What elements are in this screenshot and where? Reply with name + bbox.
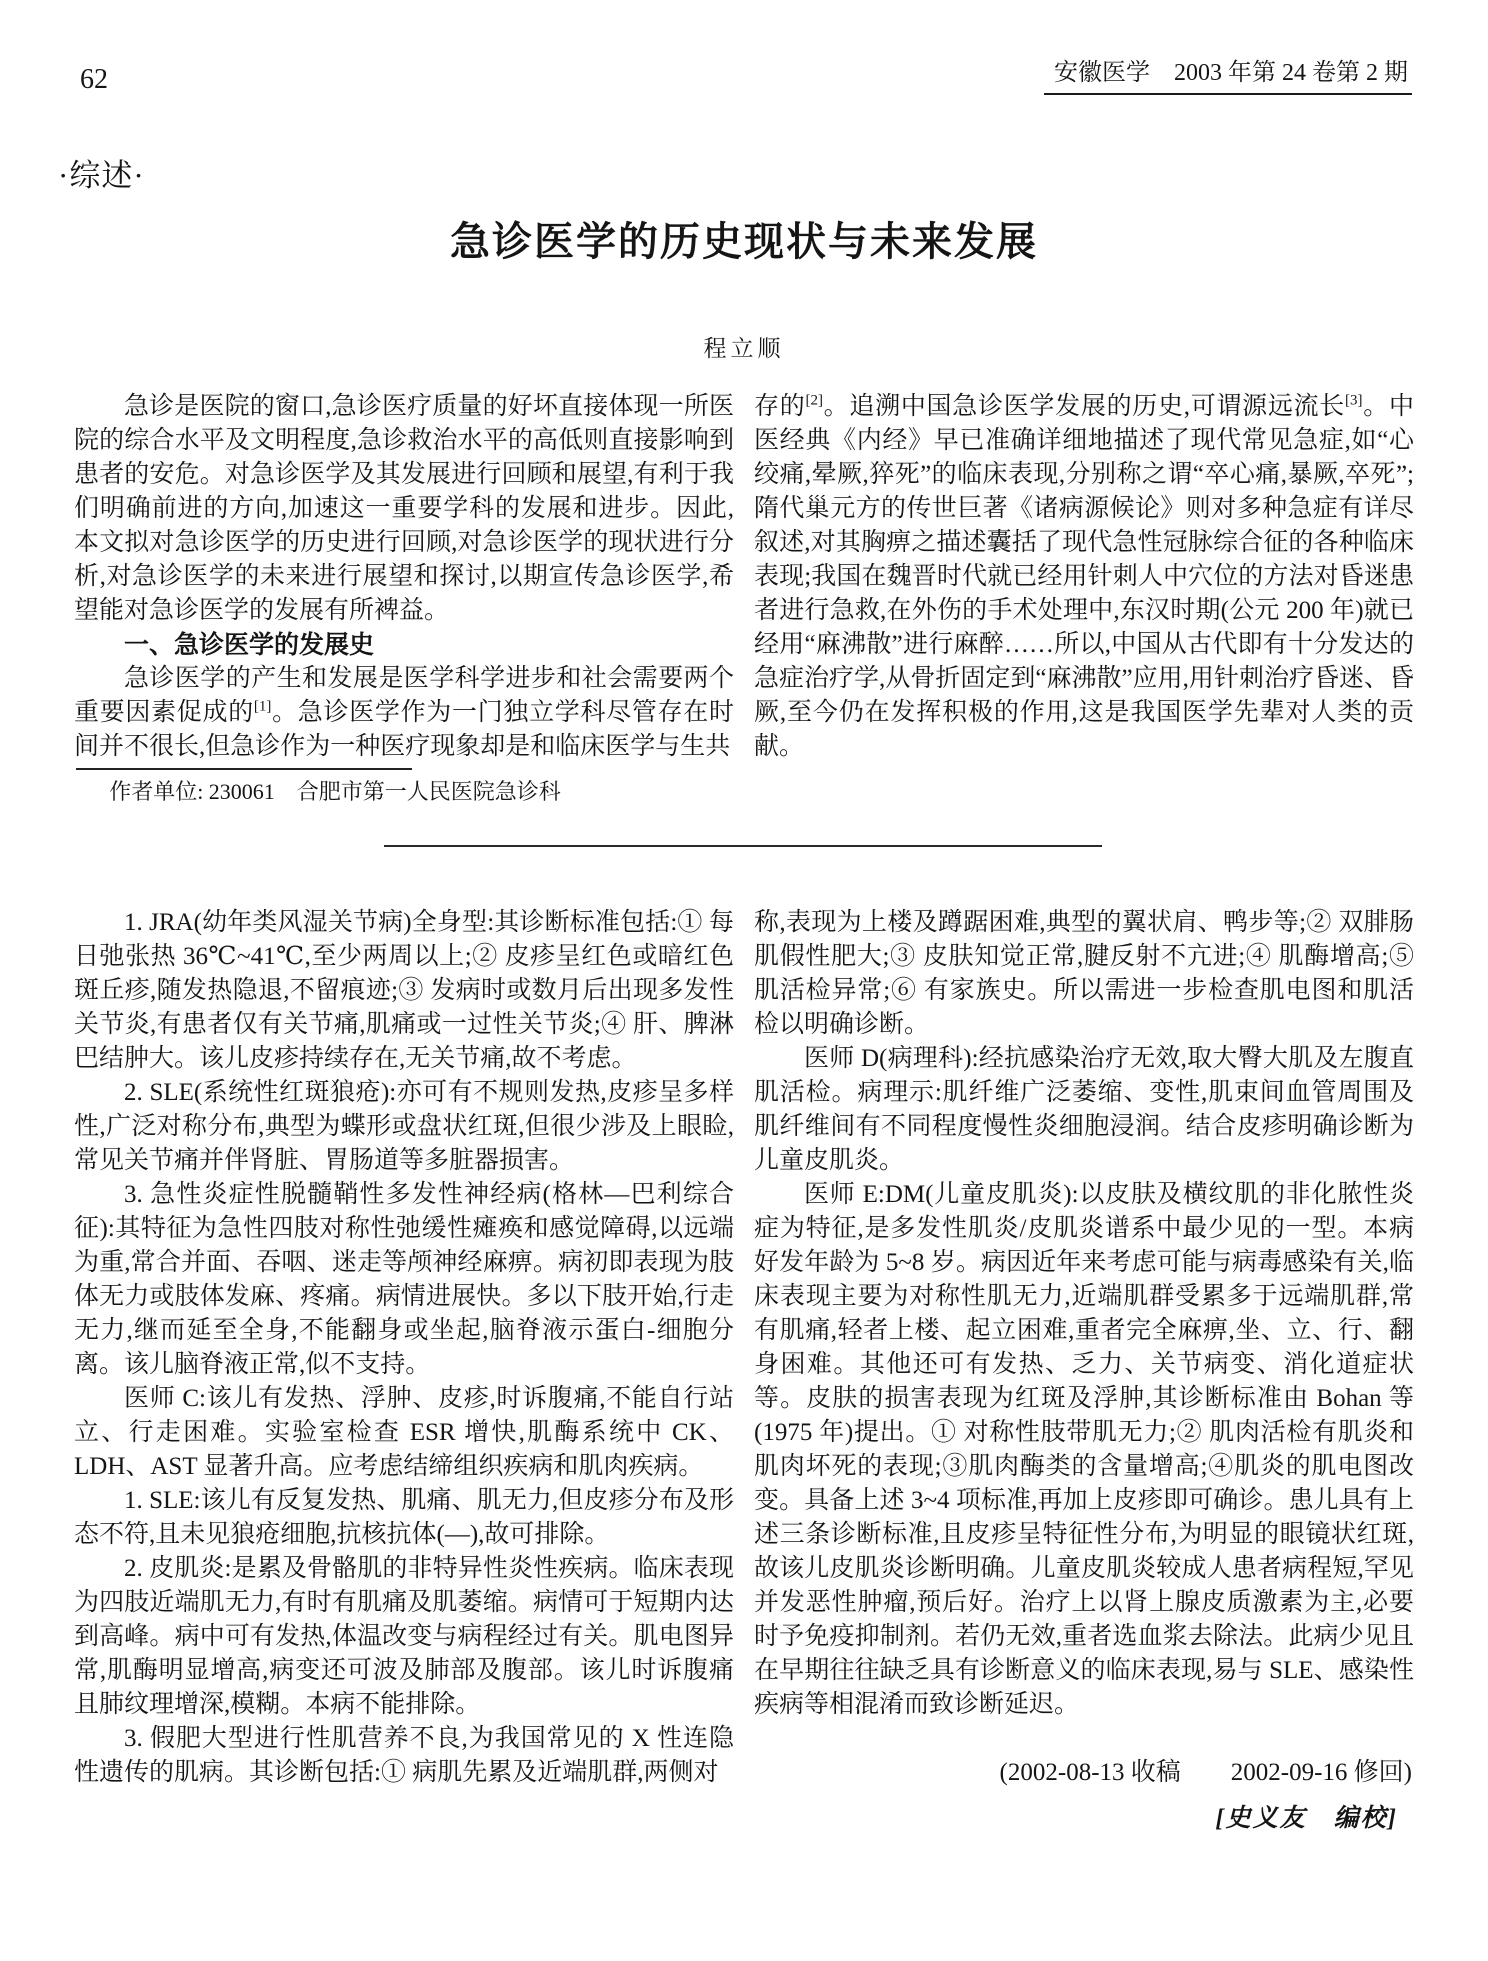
physician-d-comment: 医师 D(病理科):经抗感染治疗无效,取大臀大肌及左腹直肌活检。病理示:肌纤维广泛萎缩、变性,肌束间血管周围及肌纤维间有不同程度慢性炎细胞浸润。结合皮疹明确诊断为儿童皮肌炎。	[754, 1045, 1414, 1174]
editor-credit: [史义友 编校]	[1215, 1805, 1398, 1832]
article2-columns	[74, 906, 1414, 1836]
differential-item-muscular-dystrophy-continued: 称,表现为上楼及蹲踞困难,典型的翼状肩、鸭步等;② 双腓肠肌假性肥大;③ 皮肤知觉正常,腱反射不亢进;④ 肌酶增高;⑤ 肌活检异常;⑥ 有家族史。所以需进一步检查肌电图和肌活检以明确诊断。	[754, 909, 1414, 1038]
received-revised-dates: (2002-08-13 收稿 2002-09-16 修回)	[999, 1759, 1412, 1786]
article-divider-rule	[384, 845, 1102, 847]
article2-right-column	[754, 906, 1414, 1836]
journal-header: 安徽医学 2003 年第 24 卷第 2 期	[1044, 58, 1412, 95]
author-name: 程立顺	[703, 336, 785, 361]
article2-left-column	[74, 906, 734, 1836]
article1-paragraph-history-continued	[754, 390, 1414, 764]
article1-paragraph-intro: 急诊是医院的窗口,急诊医疗质量的好坏直接体现一所医院的综合水平及文明程度,急诊救治水平的高低则直接影响到患者的安危。对急诊医学及其发展进行回顾和展望,有利于我们明确前进的方向,加速这一重要学科的发展和进步。因此,本文拟对急诊医学的历史进行回顾,对急诊医学的现状进行分析,对急诊医学的未来进行展望和探讨,以期宣传急诊医学,希望能对急诊医学的发展有所裨益。	[74, 393, 734, 624]
article1-right-column	[754, 390, 1414, 764]
author-affiliation: 作者单位: 230061 合肥市第一人民医院急诊科	[109, 779, 561, 804]
diagnosis-item-sle: 2. SLE(系统性红斑狼疮):亦可有不规则发热,皮疹呈多样性,广泛对称分布,典型为蝶形或盘状红斑,但很少涉及上眼睑,常见关节痛并伴肾脏、胃肠道等多脏器损害。	[74, 1079, 734, 1174]
differential-item-dermatomyositis: 2. 皮肌炎:是累及骨骼肌的非特异性炎性疾病。临床表现为四肢近端肌无力,有时有肌痛及肌萎缩。病情可于短期内达到高峰。病中可有发热,体温改变与病程经过有关。肌电图异常,肌酶明显增高,病变还可波及肺部及腹部。该儿时诉腹痛且肺纹理增深,模糊。本病不能排除。	[74, 1555, 734, 1718]
footnote-rule	[76, 768, 412, 770]
reference-mark-2: [2]	[805, 392, 823, 409]
article1-columns	[74, 390, 1414, 764]
diagnosis-item-jra: 1. JRA(幼年类风湿关节病)全身型:其诊断标准包括:① 每日弛张热 36℃~41℃,至少两周以上;② 皮疹呈红色或暗红色斑丘疹,随发热隐退,不留痕迹;③ 发病时或数月后出现多发性关节炎,有患者仅有关节痛,肌痛或一过性关节炎;④ 肝、脾淋巴结肿大。该儿皮疹持续存在,无关节痛,故不考虑。	[74, 909, 734, 1072]
paragraph-text: 。急诊医学作为一门独立学科尽管存在时间并不很长,但急诊作为一种医疗现象却是和临床医学与生共	[74, 699, 734, 760]
paragraph-text: 。中医经典《内经》早已准确详细地描述了现代常见急症,如“心绞痛,晕厥,猝死”的临床表现,分别称之谓“卒心痛,暴厥,卒死”;隋代巢元方的传世巨著《诸病源候论》则对多种急症有详尽叙述,对其胸痹之描述囊括了现代急性冠脉综合征的各种临床表现;我国在魏晋时代就已经用针刺人中穴位的方法对昏迷患者进行急救,在外伤的手术处理中,东汉时期(公元 200 年)就已经用“麻沸散”进行麻醉……所以,中国从古代即有十分发达的急症治疗学,从骨折固定到“麻沸散”应用,用针刺治疗昏迷、昏厥,至今仍在发挥积极的作用,这是我国医学先辈对人类的贡献。	[754, 393, 1414, 760]
differential-item-muscular-dystrophy: 3. 假肥大型进行性肌营养不良,为我国常见的 X 性连隐性遗传的肌病。其诊断包括:① 病肌先累及近端肌群,两侧对	[74, 1725, 734, 1786]
differential-item-sle: 1. SLE:该儿有反复发热、肌痛、肌无力,但皮疹分布及形态不符,且未见狼疮细胞,抗核抗体(—),故可排除。	[74, 1487, 734, 1548]
physician-e-comment: 医师 E:DM(儿童皮肌炎):以皮肤及横纹肌的非化脓性炎症为特征,是多发性肌炎/皮肌炎谱系中最少见的一型。本病好发年龄为 5~8 岁。病因近年来考虑可能与病毒感染有关,临床表现主要为对称性肌无力,近端肌群受累多于远端肌群,常有肌痛,轻者上楼、起立困难,重者完全麻痹,坐、立、行、翻身困难。其他还可有发热、乏力、关节病变、消化道症状等。皮肤的损害表现为红斑及浮肿,其诊断标准由 Bohan 等(1975 年)提出。① 对称性肢带肌无力;② 肌肉活检有肌炎和肌肉坏死的表现;③肌肉酶类的含量增高;④肌炎的肌电图改变。具备上述 3~4 项标准,再加上皮疹即可确诊。患儿具有上述三条诊断标准,且皮疹呈特征性分布,为明显的眼镜状红斑,故该儿皮肌炎诊断明确。儿童皮肌炎较成人患者病程短,罕见并发恶性肿瘤,预后好。治疗上以肾上腺皮质激素为主,必要时予免疫抑制剂。若仍无效,重者选血浆去除法。此病少见且在早期往往缺乏具有诊断意义的临床表现,易与 SLE、感染性疾病等相混淆而致诊断延迟。	[754, 1181, 1414, 1718]
diagnosis-item-gbs: 3. 急性炎症性脱髓鞘性多发性神经病(格林—巴利综合征):其特征为急性四肢对称性弛缓性瘫痪和感觉障碍,以远端为重,常合并面、吞咽、迷走等颅神经麻痹。病初即表现为肢体无力或肢体发麻、疼痛。病情进展快。多以下肢开始,行走无力,继而延至全身,不能翻身或坐起,脑脊液示蛋白-细胞分离。该儿脑脊液正常,似不支持。	[74, 1181, 734, 1378]
paragraph-text: 急诊医学的产生和发展是医学科学进步和社会需要两个重要因素促成的	[74, 665, 734, 726]
article-title: 急诊医学的历史现状与未来发展	[450, 220, 1038, 264]
reference-mark-1: [1]	[253, 698, 272, 715]
article1-section-heading-history: 一、急诊医学的发展史	[124, 631, 375, 659]
review-section-label: ·综述·	[58, 158, 145, 193]
article1-left-column	[74, 390, 734, 764]
page-number: 62	[80, 64, 108, 95]
article1-paragraph-history	[74, 662, 734, 764]
page-header	[80, 58, 1412, 95]
paragraph-text: 存的	[754, 393, 806, 420]
paragraph-text: 。追溯中国急诊医学发展的历史,可谓源远流长	[822, 393, 1346, 420]
reference-mark-3: [3]	[1345, 392, 1363, 409]
author-affiliation-footnote	[74, 768, 734, 806]
physician-c-comment: 医师 C:该儿有发热、浮肿、皮疹,时诉腹痛,不能自行站立、行走困难。实验室检查 ESR 增快,肌酶系统中 CK、LDH、AST 显著升高。应考虑结缔组织疾病和肌肉疾病。	[74, 1385, 734, 1480]
